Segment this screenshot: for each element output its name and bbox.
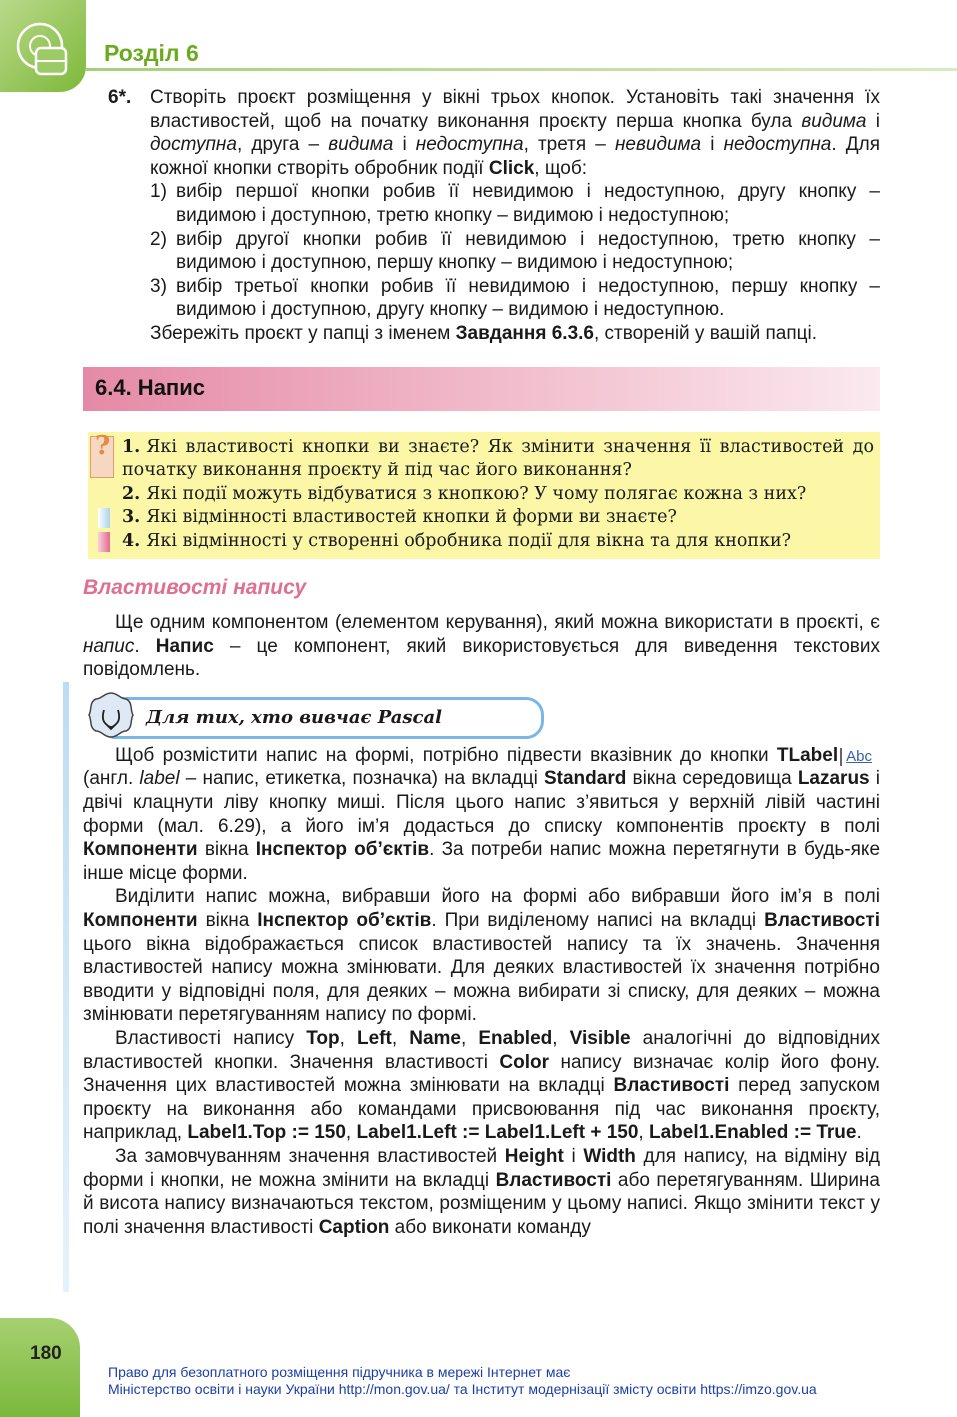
bold-text: Властивості xyxy=(495,1169,612,1191)
lion-icon xyxy=(86,690,136,740)
bold-text: Width xyxy=(583,1145,636,1167)
item-text: вибір третьої кнопки робив її невидимою і недоступною, першу кнопку – видимою і доступною, другу кнопку – видимою і недоступною. xyxy=(176,275,880,321)
item-number: 3) xyxy=(150,275,167,297)
text-run: , друга – xyxy=(236,134,329,156)
text-run: і xyxy=(701,134,724,156)
question xyxy=(122,483,874,507)
text-run: , xyxy=(552,1027,570,1049)
question-text: Які події можуть відбуватися з кнопкою? У чому полягає кожна з них? xyxy=(146,483,807,504)
bold-text: Інспектор об’єктів xyxy=(257,909,432,931)
italic-text: недоступна xyxy=(415,134,524,156)
bold-text: Компоненти xyxy=(83,909,198,931)
text-run: . xyxy=(134,635,156,657)
section-header xyxy=(83,367,880,411)
text-run: цього вікна відображається список властивостей напису та їх значень. Значення властивостей напису можна змінювати. Для деяких властивостей їх значення потрібно вводити у відповідні поля, для деяких – можна вибирати зі списку, для деяких – можна змінювати перетягуванням напису по формі. xyxy=(83,933,880,1026)
task-intro xyxy=(150,86,880,180)
text-run: , xyxy=(345,1122,357,1144)
italic-text: видима xyxy=(328,134,394,156)
question-text: Які відмінності у створенні обробника події для вікна та для кнопки? xyxy=(146,530,792,551)
text-run: . За потреби напис можна перетягнути в будь-яке інше місце форми. xyxy=(83,839,881,884)
text-run: . При виділеному написі на вкладці xyxy=(431,909,765,931)
text-run: , xyxy=(339,1027,357,1049)
text-run: вікна xyxy=(197,909,258,931)
bold-text: Color xyxy=(499,1051,550,1073)
paragraph xyxy=(83,1145,880,1239)
subheading: Властивості напису xyxy=(83,576,307,600)
bold-text: Standard xyxy=(543,768,627,790)
bold-text: Name xyxy=(409,1027,461,1049)
bold-text: Visible xyxy=(569,1027,631,1049)
italic-text: доступна xyxy=(150,134,237,156)
text-run: напису визначає колір його фону. Значення цих властивостей можна змінювати на вкладці xyxy=(83,1051,880,1097)
text-run: і xyxy=(393,134,416,156)
text-run: Ще одним компонентом (елементом керування), який можна використати в проєкті, є xyxy=(115,612,880,634)
text-run: – напис, етикетка, позначка) на вкладці xyxy=(179,768,544,790)
text-run: Виділити напис можна, вибравши його на формі або вибравши його ім’я в полі xyxy=(115,886,880,908)
text-run: , щоб: xyxy=(534,157,587,179)
bold-text: Властивості xyxy=(764,909,880,931)
disc-computer-icon xyxy=(14,20,74,80)
text-run: перед запуском проєкту на виконання або командами присвоювання під час виконання проєкту, наприклад, xyxy=(83,1075,880,1144)
text-run: і xyxy=(563,1145,584,1167)
text-run: або перетягуванням. Ширина й висота напису визначаються текстом, розміщеним у цьому написі. Якщо змінити текст у полі значення властивості xyxy=(83,1169,880,1238)
question-text: Які властивості кнопки ви знаєте? Як змінити значення її властивостей до початку виконання проєкту й під час його виконання? xyxy=(122,436,874,481)
text-run: , створеній у вашій папці. xyxy=(593,322,818,344)
question-number: 4. xyxy=(122,530,141,551)
bold-text: Label1.Top := 150 xyxy=(187,1122,346,1144)
abc-icon-text: Abc xyxy=(846,747,872,765)
text-run: аналогічні до відповідних властивостей кнопки. Значення властивості xyxy=(83,1027,881,1073)
chapter-title: Розділ 6 xyxy=(104,40,199,66)
italic-text: невидима xyxy=(614,134,702,156)
question xyxy=(122,506,874,530)
text-run: , xyxy=(460,1027,479,1049)
italic-text: видима xyxy=(801,110,867,132)
question-number: 2. xyxy=(122,483,141,504)
text-run: Властивості напису xyxy=(115,1027,307,1049)
text-run: і xyxy=(866,110,880,132)
pascal-banner-row xyxy=(83,690,880,744)
text-run: вікна середовища xyxy=(626,768,798,790)
item-text: вибір першої кнопки робив її невидимою і недоступною, другу кнопку – видимою і доступною, третю кнопку – видимою і недоступною; xyxy=(176,181,880,226)
bold-text: TLabel xyxy=(776,744,839,766)
item-number: 1) xyxy=(150,181,167,203)
text-run: . Для кожної кнопки створіть обробник події xyxy=(150,134,880,179)
italic-text: недоступна xyxy=(723,134,832,156)
text-run: Збережіть проєкт у папці з іменем xyxy=(150,322,456,344)
question-number: 3. xyxy=(122,507,141,528)
question xyxy=(122,530,874,554)
pascal-title: Для тих, хто вивчає Pascal xyxy=(146,706,443,728)
review-questions xyxy=(88,432,880,560)
tlabel-button-icon xyxy=(840,748,876,766)
text-run: і двічі клацнути ліву кнопку миші. Після цього напис з’явиться у верхній лівій частині форми (мал. 6.29), а його ім’я додасться до списку компонентів проєкту в полі xyxy=(83,768,880,837)
bold-text: Компоненти xyxy=(83,839,198,861)
bold-text: Завдання 6.3.6 xyxy=(455,322,594,344)
bold-text: Top xyxy=(306,1027,340,1049)
bold-text: Enabled xyxy=(478,1027,553,1049)
italic-text: label xyxy=(139,768,180,790)
italic-text: напис xyxy=(83,635,135,657)
bold-text: Lazarus xyxy=(797,768,870,790)
item-number: 2) xyxy=(150,228,167,250)
paragraph xyxy=(83,744,880,886)
footer-line: Міністерство освіти і науки України http://mon.gov.ua/ та Інститут модернізації змісту освіти https://imzo.gov.ua xyxy=(108,1381,817,1397)
bold-text: Click xyxy=(488,157,535,179)
level-marker-pink xyxy=(98,532,110,552)
task-save xyxy=(150,322,880,346)
pascal-banner xyxy=(98,697,544,739)
task-item xyxy=(150,275,880,322)
page-number: 180 xyxy=(30,1343,62,1364)
task-item xyxy=(150,228,880,275)
bold-text: Height xyxy=(504,1145,564,1167)
question-number: 1. xyxy=(122,436,141,457)
footer-line: Право для безоплатного розміщення підручника в мережі Інтернет має xyxy=(108,1364,571,1380)
question xyxy=(122,436,874,483)
bold-text: Left xyxy=(357,1027,392,1049)
page-content xyxy=(83,86,880,1239)
text-run: . xyxy=(856,1122,862,1144)
bold-text: Label1.Enabled := True xyxy=(648,1122,857,1144)
section-title: 6.4. Напис xyxy=(95,374,205,400)
text-run: або виконати команду xyxy=(389,1216,591,1238)
chapter-corner-badge xyxy=(0,0,86,92)
pascal-sidebar xyxy=(63,682,69,1292)
paragraph xyxy=(83,885,880,1027)
text-run: вікна xyxy=(197,839,256,861)
bold-text: Властивості xyxy=(613,1075,730,1097)
item-text: вибір другої кнопки робив її невидимою і недоступною, третю кнопку – видимою і доступною, першу кнопку – видимою і недоступною; xyxy=(176,228,880,274)
bold-text: Інспектор об’єктів xyxy=(255,839,430,861)
bold-text: Напис xyxy=(155,635,214,657)
question-icon: ? xyxy=(90,436,114,478)
level-marker-blue xyxy=(98,508,110,528)
task-number: 6*. xyxy=(108,87,132,108)
text-run: Щоб розмістити напис на формі, потрібно підвести вказівник до кнопки xyxy=(115,744,777,766)
text-run: Створіть проєкт розміщення у вікні трьох кнопок. Установіть такі значення їх властивостей, щоб на початку виконання проєкту перша кнопка була xyxy=(150,87,880,132)
task-6 xyxy=(108,86,880,346)
text-run: , xyxy=(638,1122,649,1144)
text-run: , третя – xyxy=(523,134,615,156)
text-run: (англ. xyxy=(83,768,140,790)
question-text: Які відмінності властивостей кнопки й форми ви знаєте? xyxy=(146,507,677,528)
bold-text: Caption xyxy=(318,1216,390,1238)
paragraph xyxy=(83,1027,880,1145)
task-item xyxy=(150,180,880,227)
bold-text: Label1.Left := Label1.Left + 150 xyxy=(356,1122,639,1144)
copyright-footer xyxy=(108,1364,817,1398)
text-run: , xyxy=(391,1027,410,1049)
text-run: За замовчуванням значення властивостей xyxy=(115,1145,505,1167)
text-run: для напису, на відміну від форми і кнопки, не можна змінити на вкладці xyxy=(83,1145,881,1191)
text-run: – це компонент, який використовується для виведення текстових повідомлень. xyxy=(83,635,880,681)
page-number-tab xyxy=(0,1318,80,1417)
intro-paragraph xyxy=(83,611,880,682)
header-divider xyxy=(86,68,957,71)
